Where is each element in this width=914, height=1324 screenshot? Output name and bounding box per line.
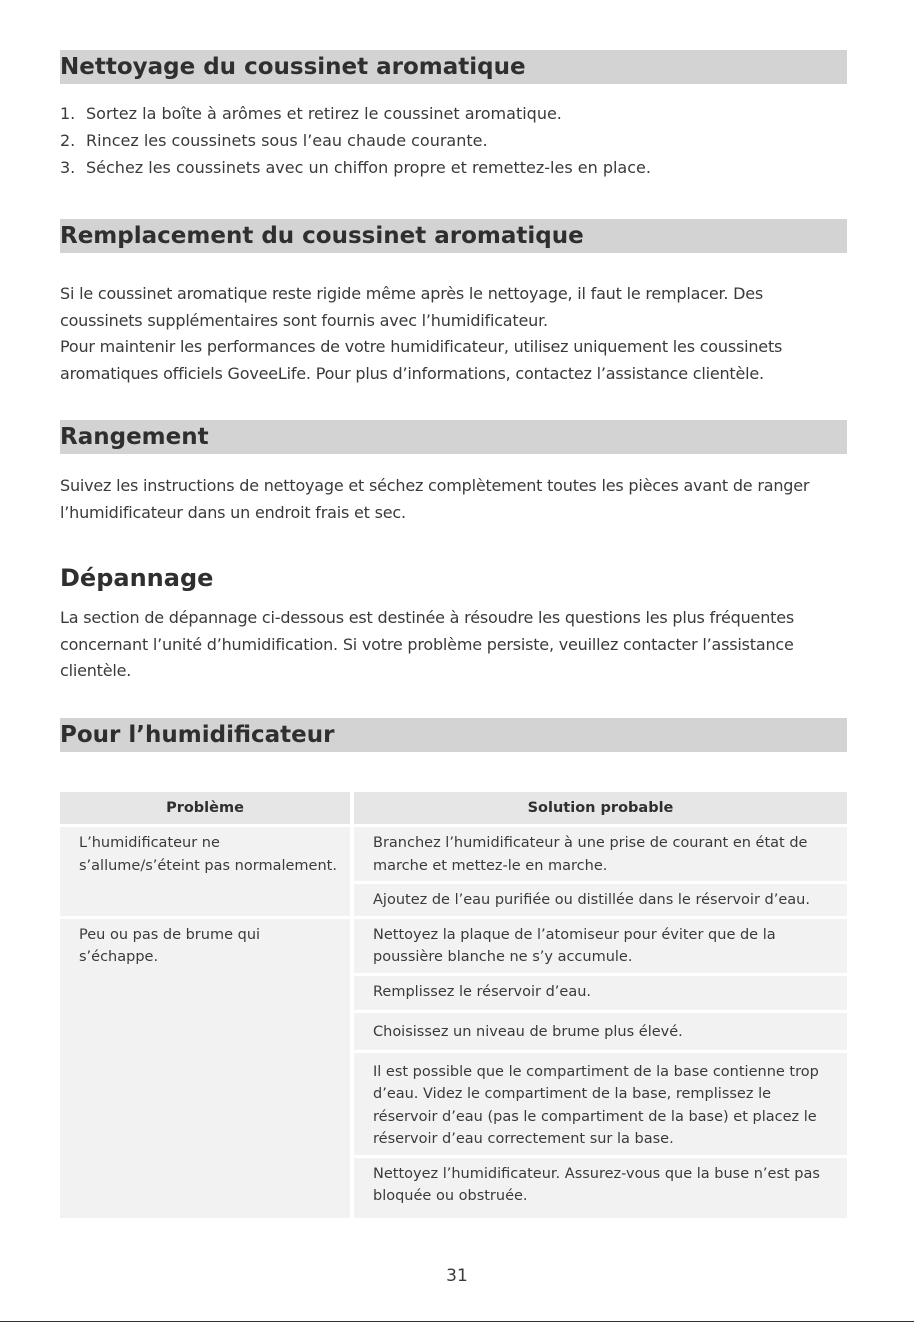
step-text: Séchez les coussinets avec un chiffon propre et remettez-les en place.: [86, 158, 651, 177]
list-item: [60, 127, 651, 154]
troubleshooting-title: Dépannage: [60, 564, 214, 592]
section-title-cleaning: Nettoyage du coussinet aromatique: [60, 54, 526, 80]
table-row: [60, 919, 847, 976]
step-number: 1.: [60, 104, 76, 123]
section-header-cleaning: [60, 50, 847, 84]
troubleshooting-table: [60, 792, 847, 1218]
page-number: 31: [446, 1266, 468, 1286]
problem-cell: Peu ou pas de brume qui s’échappe.: [60, 919, 350, 1218]
solution-cell: Ajoutez de l’eau purifiée ou distillée dans le réservoir d’eau.: [350, 884, 847, 919]
table-row: [60, 827, 847, 884]
section-title-storage: Rangement: [60, 424, 209, 450]
solution-cell: Remplissez le réservoir d’eau.: [350, 976, 847, 1013]
step-number: 3.: [60, 158, 76, 177]
step-number: 2.: [60, 131, 76, 150]
table-header-row: [60, 792, 847, 827]
step-text: Sortez la boîte à arômes et retirez le coussinet aromatique.: [86, 104, 562, 123]
list-item: [60, 100, 651, 127]
cleaning-steps-list: [60, 100, 651, 181]
solution-cell: Branchez l’humidificateur à une prise de courant en état de marche et mettez-le en marche.: [350, 827, 847, 884]
solution-cell: Nettoyez la plaque de l’atomiseur pour éviter que de la poussière blanche ne s’y accumule.: [350, 919, 847, 976]
troubleshooting-paragraph: La section de dépannage ci-dessous est destinée à résoudre les questions les plus fréquentes concernant l’unité d’humidification. Si votre problème persiste, veuillez contacter l’assistance clientèle.: [60, 608, 794, 680]
section-title-replacement: Remplacement du coussinet aromatique: [60, 223, 584, 249]
list-item: [60, 154, 651, 181]
solution-cell: Choisissez un niveau de brume plus élevé.: [350, 1013, 847, 1053]
header-solution: Solution probable: [350, 792, 847, 827]
section-title-humidifier: Pour l’humidificateur: [60, 722, 335, 748]
problem-cell: L’humidificateur ne s’allume/s’éteint pas normalement.: [60, 827, 350, 919]
section-header-replacement: [60, 219, 847, 253]
replacement-paragraph-1: Si le coussinet aromatique reste rigide même après le nettoyage, il faut le remplacer. Des coussinets supplémentaires sont fournis avec l’humidificateur.: [60, 284, 764, 330]
solution-cell: Nettoyez l’humidificateur. Assurez-vous que la buse n’est pas bloquée ou obstruée.: [350, 1158, 847, 1218]
footer-divider: [0, 1321, 914, 1322]
storage-paragraph: Suivez les instructions de nettoyage et séchez complètement toutes les pièces avant de ranger l’humidificateur dans un endroit frais et sec.: [60, 476, 810, 522]
section-header-storage: [60, 420, 847, 454]
solution-cell: Il est possible que le compartiment de la base contienne trop d’eau. Videz le compartiment de la base, remplissez le réservoir d’eau (pas le compartiment de la base) et placez le réservoir d’eau correctement sur la base.: [350, 1053, 847, 1158]
header-problem: Problème: [60, 792, 350, 827]
step-text: Rincez les coussinets sous l’eau chaude courante.: [86, 131, 488, 150]
section-header-humidifier: [60, 718, 847, 752]
replacement-paragraph-2: Pour maintenir les performances de votre humidificateur, utilisez uniquement les coussinets aromatiques officiels GoveeLife. Pour plus d’informations, contactez l’assistance clientèle.: [60, 337, 783, 383]
